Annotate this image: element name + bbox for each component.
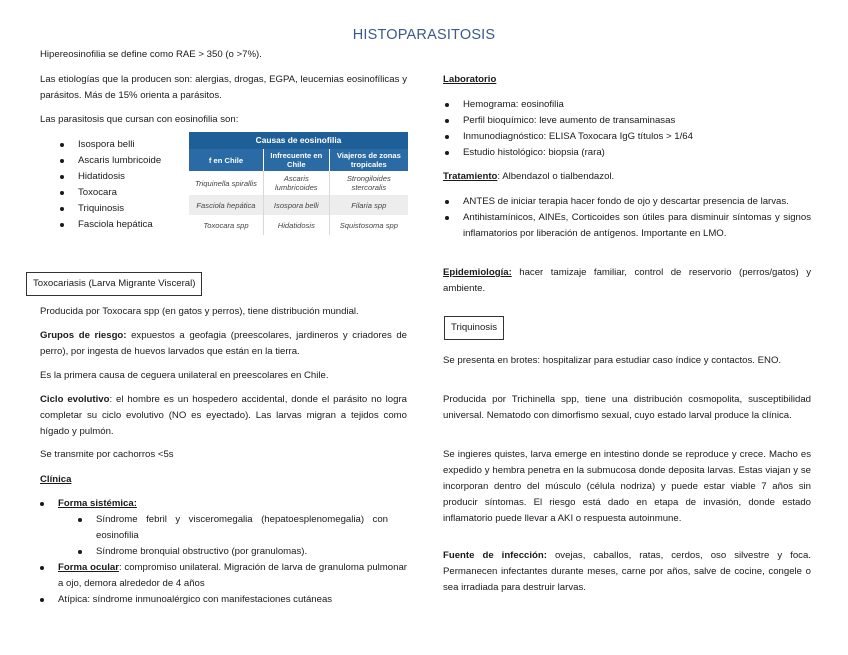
table-cell: Filaria spp <box>329 195 408 215</box>
lab-list <box>443 97 813 161</box>
table-header: Viajeros de zonas tropicales <box>329 149 408 171</box>
toxocariasis-heading: Toxocariasis (Larva Migrante Visceral) <box>26 272 202 296</box>
list-item: Inmunodiagnóstico: ELISA Toxocara IgG títulos > 1/64 <box>443 129 813 145</box>
life-cycle-paragraph <box>40 392 407 440</box>
list-item: Fasciola hepática <box>58 217 193 233</box>
list-item: Estudio histológico: biopsia (rara) <box>443 145 813 161</box>
triq-outbreak-paragraph: Se presenta en brotes: hospitalizar para estudiar caso índice y contactos. ENO. <box>443 355 782 366</box>
list-item <box>38 560 407 592</box>
risk-groups-label: Grupos de riesgo: <box>40 330 127 341</box>
risk-groups-text: expuestos a geofagia (preescolares, jardineros y criadores de perro), por ingesta de huevos larvados que están en la tierra. <box>40 330 408 357</box>
list-item: ANTES de iniciar terapia hacer fondo de ojo y descartar presencia de larvas. <box>443 194 811 210</box>
fuente-label: Fuente de infección: <box>443 550 547 561</box>
epidemiologia-text: hacer tamizaje familiar, control de reservorio (perros/gatos) y ambiente. <box>443 267 811 294</box>
table-row <box>189 171 408 195</box>
life-cycle-text: : el hombre es un hospedero accidental, donde el parásito no logra completar su ciclo evolutivo (NO es eyectado). Las larvas migran a tejidos como hígado y pulmón. <box>40 394 408 437</box>
table-cell: Toxocara spp <box>189 215 263 235</box>
etiologies-paragraph: Las etiologías que la producen son: alergias, drogas, EGPA, leucemias eosinofílicas y parásitos. Más de 15% orienta a parásitos. <box>40 74 407 101</box>
table-cell: Squistosoma spp <box>329 215 408 235</box>
list-item: Perfil bioquímico: leve aumento de transaminasas <box>443 113 813 129</box>
list-item: Toxocara <box>58 185 193 201</box>
clinical-forms-list <box>38 496 407 608</box>
table-row <box>189 195 408 215</box>
parasite-list <box>58 137 193 233</box>
tratamiento-label: Tratamiento <box>443 171 498 182</box>
table-header: Infrecuente en Chile <box>263 149 329 171</box>
table-cell: Isospora belli <box>263 195 329 215</box>
fuente-text: ovejas, caballos, ratas, cerdos, oso silvestre y foca. Permanecen infectantes durante meses, carne por años, salve de cocine, congele o sea irradiada para destruir larvas. <box>443 550 811 593</box>
table-cell: Strongiloides stercoralis <box>329 171 408 195</box>
table-cell: Fasciola hepática <box>189 195 263 215</box>
systemic-form-label: Forma sistémica: <box>58 498 137 509</box>
epidemiologia-label: Epidemiología: <box>443 267 512 278</box>
parasitosis-intro: Las parasitosis que cursan con eosinofilia son: <box>40 114 239 125</box>
list-item: Síndrome bronquial obstructivo (por granulomas). <box>78 544 388 560</box>
page-title: HISTOPARASITOSIS <box>352 27 496 43</box>
definition-paragraph: Hipereosinofilia se define como RAE > 350 (o >7%). <box>40 49 262 60</box>
table-cell: Hidatidosis <box>263 215 329 235</box>
list-item: Hemograma: eosinofilia <box>443 97 813 113</box>
tratamiento-paragraph <box>443 169 813 185</box>
triq-agent-paragraph: Producida por Trichinella spp, tiene una distribución cosmopolita, susceptibilidad universal. Nematodo con dimorfismo sexual, cuyo estado larval produce la clínica. <box>443 394 811 421</box>
laboratorio-heading: Laboratorio <box>443 74 497 85</box>
systemic-form-list <box>78 512 388 560</box>
life-cycle-label: Ciclo evolutivo <box>40 394 110 405</box>
ocular-form-label: Forma ocular <box>58 562 119 573</box>
eosinophilia-causes-table <box>189 132 408 235</box>
blindness-paragraph: Es la primera causa de ceguera unilateral en preescolares en Chile. <box>40 370 329 381</box>
risk-groups-paragraph <box>40 328 407 360</box>
table-row <box>189 215 408 235</box>
clinica-heading: Clínica <box>40 474 72 485</box>
table-title: Causas de eosinofilia <box>189 132 408 149</box>
list-item: Síndrome febril y visceromegalia (hepatoesplenomegalia) con eosinofilia <box>78 512 388 544</box>
transmission-paragraph: Se transmite por cachorros <5s <box>40 449 174 460</box>
triquinosis-heading: Triquinosis <box>444 316 504 340</box>
table-header: f en Chile <box>189 149 263 171</box>
toxo-intro: Producida por Toxocara spp (en gatos y perros), tiene distribución mundial. <box>40 306 359 317</box>
list-item: Triquinosis <box>58 201 193 217</box>
fuente-paragraph <box>443 548 811 596</box>
tratamiento-list <box>443 194 811 242</box>
table-cell: Ascaris lumbricoides <box>263 171 329 195</box>
table-cell: Triquinella spirallis <box>189 171 263 195</box>
list-item: Hidatidosis <box>58 169 193 185</box>
list-item: Isospora belli <box>58 137 193 153</box>
list-item: Antihistamínicos, AINEs, Corticoides son útiles para disminuir síntomas y signos inflamatorios por liberación de antígenos. Importante en LMO. <box>443 210 811 242</box>
list-item <box>38 496 407 560</box>
list-item: Atípica: síndrome inmunoalérgico con manifestaciones cutáneas <box>38 592 407 608</box>
triq-cycle-paragraph: Se ingieres quistes, larva emerge en intestino donde se reproduce y crece. Macho es expedido y hembra penetra en la submucosa donde deposita larvas. Estas viajan y se incorporan dentro del músculo (célula nodriza) y puede estar viable 7 años sin producir síntomas. El riesgo está dado en etapa de invasión, donde estado inflamatorio puede llevar a AKI o respuesta autoinmune. <box>443 449 811 524</box>
tratamiento-text: : Albendazol o tialbendazol. <box>497 171 615 182</box>
list-item: Ascaris lumbricoide <box>58 153 193 169</box>
ocular-form-text: : compromiso unilateral. Migración de larva de granuloma pulmonar a ojo, demora alrededor de 4 años <box>58 562 408 589</box>
epidemiologia-paragraph <box>443 265 811 297</box>
